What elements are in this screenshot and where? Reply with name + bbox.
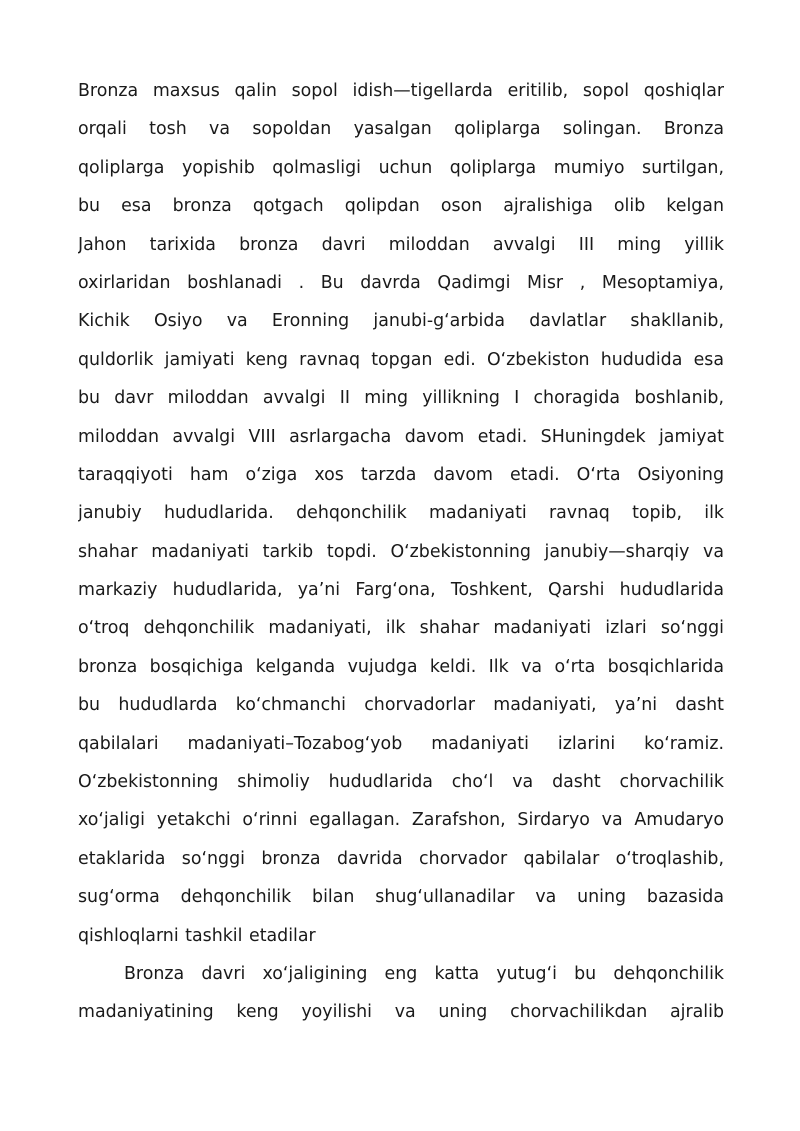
text-line: bu esa bronza qotgach qolipdan oson ajralishiga olib kelgan (78, 196, 724, 217)
text-line: qabilalari madaniyati–Tozabog‘yob madaniyati izlarini ko‘ramiz. (78, 733, 724, 754)
text-line: Bronza davri xo‘jaligining eng katta yutug‘i bu dehqonchilik (124, 963, 724, 984)
text-line: sug‘orma dehqonchilik bilan shug‘ullanadilar va uning bazasida (78, 887, 724, 908)
text-line: miloddan avvalgi VIII asrlargacha davom etadi. SHuningdek jamiyat (78, 426, 724, 447)
text-line: janubiy hududlarida. dehqonchilik madaniyati ravnaq topib, ilk (78, 503, 724, 524)
text-line: bu hududlarda ko‘chmanchi chorvadorlar madaniyati, ya’ni dasht (78, 695, 724, 716)
text-line: Kichik Osiyo va Eronning janubi-g‘arbida davlatlar shakllanib, (78, 311, 724, 332)
text-line: Jahon tarixida bronza davri miloddan avvalgi III ming yillik (78, 234, 724, 255)
text-line: O‘zbekistonning shimoliy hududlarida cho‘l va dasht chorvachilik (78, 772, 724, 793)
text-line: madaniyatining keng yoyilishi va uning chorvachilikdan ajralib (78, 1002, 724, 1023)
text-line: bu davr miloddan avvalgi II ming yillikning I choragida boshlanib, (78, 388, 724, 409)
text-line: Bronza maxsus qalin sopol idish—tigellarda eritilib, sopol qoshiqlar (78, 81, 724, 101)
text-line: oxirlaridan boshlanadi . Bu davrda Qadimgi Misr , Mesoptamiya, (78, 272, 724, 293)
text-line: shahar madaniyati tarkib topdi. O‘zbekistonning janubiy—sharqiy va (78, 541, 724, 562)
text-line: xo‘jaligi yetakchi o‘rinni egallagan. Zarafshon, Sirdaryo va Amudaryo (78, 810, 724, 831)
text-line: taraqqiyoti ham o‘ziga xos tarzda davom etadi. O‘rta Osiyoning (78, 464, 724, 485)
document-page (78, 72, 724, 1032)
text-line: o‘troq dehqonchilik madaniyati, ilk shahar madaniyati izlari so‘nggi (78, 618, 724, 639)
text-line: bronza bosqichiga kelganda vujudga keldi. Ilk va o‘rta bosqichlarida (78, 656, 724, 677)
text-line: quldorlik jamiyati keng ravnaq topgan edi. O‘zbekiston hududida esa (78, 349, 724, 370)
text-line: orqali tosh va sopoldan yasalgan qoliplarga solingan. Bronza (78, 119, 724, 140)
text-line: qoliplarga yopishib qolmasligi uchun qoliplarga mumiyo surtilgan, (78, 157, 724, 178)
text-line: etaklarida so‘nggi bronza davrida chorvador qabilalar o‘troqlashib, (78, 848, 724, 869)
text-line: qishloqlarni tashkil etadilar (78, 925, 316, 946)
text-line: markaziy hududlarida, ya’ni Farg‘ona, Toshkent, Qarshi hududlarida (78, 580, 724, 601)
